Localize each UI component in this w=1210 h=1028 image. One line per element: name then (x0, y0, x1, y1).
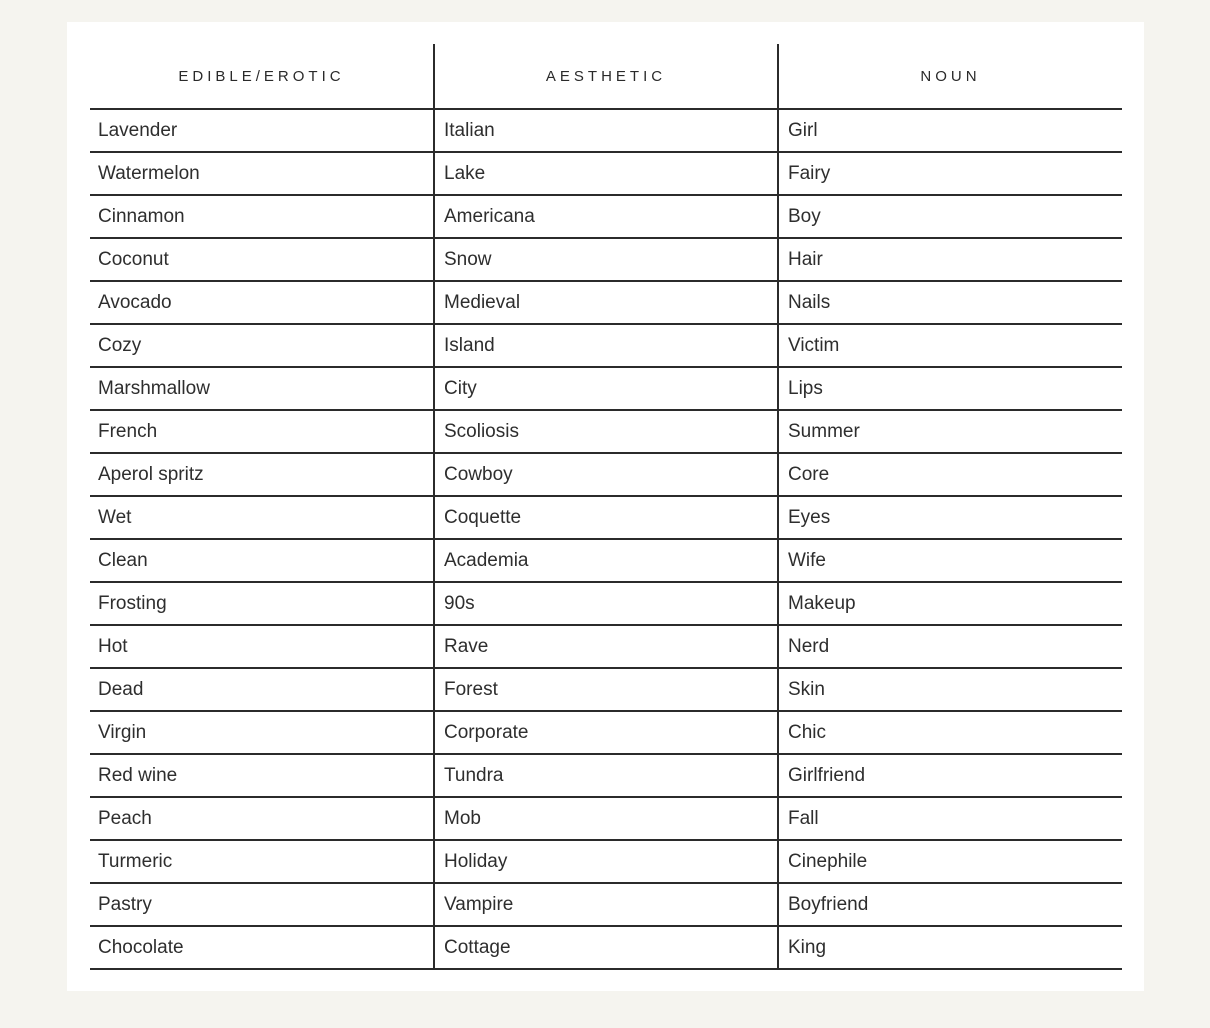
aesthetic-cell: Academia (434, 539, 778, 582)
aesthetic-cell: Mob (434, 797, 778, 840)
aesthetic-cell: 90s (434, 582, 778, 625)
table-row (90, 625, 1122, 668)
noun-cell: Core (778, 453, 1122, 496)
table-row (90, 195, 1122, 238)
noun-cell: Fairy (778, 152, 1122, 195)
table-row (90, 539, 1122, 582)
noun-cell: Wife (778, 539, 1122, 582)
noun-cell: Girlfriend (778, 754, 1122, 797)
table-row (90, 281, 1122, 324)
noun-cell: Skin (778, 668, 1122, 711)
edible-erotic-cell: Aperol spritz (90, 453, 434, 496)
noun-cell: Fall (778, 797, 1122, 840)
table-row (90, 410, 1122, 453)
noun-cell: Chic (778, 711, 1122, 754)
aesthetic-cell: Cottage (434, 926, 778, 969)
edible-erotic-cell: Red wine (90, 754, 434, 797)
aesthetic-cell: Scoliosis (434, 410, 778, 453)
table-row (90, 797, 1122, 840)
noun-cell: Boyfriend (778, 883, 1122, 926)
noun-cell: Nerd (778, 625, 1122, 668)
aesthetic-cell: City (434, 367, 778, 410)
table-row (90, 324, 1122, 367)
aesthetic-cell: Coquette (434, 496, 778, 539)
aesthetic-cell: Vampire (434, 883, 778, 926)
aesthetic-cell: Snow (434, 238, 778, 281)
table-row (90, 152, 1122, 195)
aesthetic-cell: Forest (434, 668, 778, 711)
edible-erotic-cell: Chocolate (90, 926, 434, 969)
noun-cell: King (778, 926, 1122, 969)
aesthetic-cell: Italian (434, 109, 778, 152)
edible-erotic-cell: Clean (90, 539, 434, 582)
table-row (90, 840, 1122, 883)
aesthetic-cell: Corporate (434, 711, 778, 754)
edible-erotic-cell: Virgin (90, 711, 434, 754)
aesthetic-cell: Holiday (434, 840, 778, 883)
noun-cell: Lips (778, 367, 1122, 410)
edible-erotic-cell: French (90, 410, 434, 453)
noun-cell: Makeup (778, 582, 1122, 625)
table-row (90, 754, 1122, 797)
edible-erotic-cell: Cozy (90, 324, 434, 367)
table-row (90, 238, 1122, 281)
aesthetic-cell: Rave (434, 625, 778, 668)
aesthetic-cell: Americana (434, 195, 778, 238)
column-header-aesthetic: AESTHETIC (434, 44, 778, 109)
table-row (90, 453, 1122, 496)
table-row (90, 668, 1122, 711)
aesthetic-cell: Lake (434, 152, 778, 195)
edible-erotic-cell: Frosting (90, 582, 434, 625)
edible-erotic-cell: Watermelon (90, 152, 434, 195)
table-row (90, 711, 1122, 754)
table-row (90, 883, 1122, 926)
noun-cell: Victim (778, 324, 1122, 367)
edible-erotic-cell: Marshmallow (90, 367, 434, 410)
noun-cell: Boy (778, 195, 1122, 238)
edible-erotic-cell: Dead (90, 668, 434, 711)
edible-erotic-cell: Wet (90, 496, 434, 539)
table-row (90, 367, 1122, 410)
aesthetic-cell: Island (434, 324, 778, 367)
edible-erotic-cell: Coconut (90, 238, 434, 281)
column-header-noun: NOUN (778, 44, 1122, 109)
aesthetic-cell: Cowboy (434, 453, 778, 496)
column-header-edible-erotic: EDIBLE/EROTIC (90, 44, 434, 109)
table-row (90, 926, 1122, 969)
word-table (90, 44, 1122, 970)
aesthetic-cell: Tundra (434, 754, 778, 797)
noun-cell: Summer (778, 410, 1122, 453)
table-body (90, 109, 1122, 969)
edible-erotic-cell: Pastry (90, 883, 434, 926)
table-row (90, 109, 1122, 152)
edible-erotic-cell: Avocado (90, 281, 434, 324)
noun-cell: Eyes (778, 496, 1122, 539)
edible-erotic-cell: Cinnamon (90, 195, 434, 238)
noun-cell: Girl (778, 109, 1122, 152)
table-row (90, 496, 1122, 539)
noun-cell: Hair (778, 238, 1122, 281)
table-row (90, 582, 1122, 625)
edible-erotic-cell: Lavender (90, 109, 434, 152)
edible-erotic-cell: Turmeric (90, 840, 434, 883)
table-header-row (90, 44, 1122, 109)
aesthetic-cell: Medieval (434, 281, 778, 324)
table-card (67, 22, 1144, 991)
noun-cell: Cinephile (778, 840, 1122, 883)
noun-cell: Nails (778, 281, 1122, 324)
edible-erotic-cell: Hot (90, 625, 434, 668)
edible-erotic-cell: Peach (90, 797, 434, 840)
